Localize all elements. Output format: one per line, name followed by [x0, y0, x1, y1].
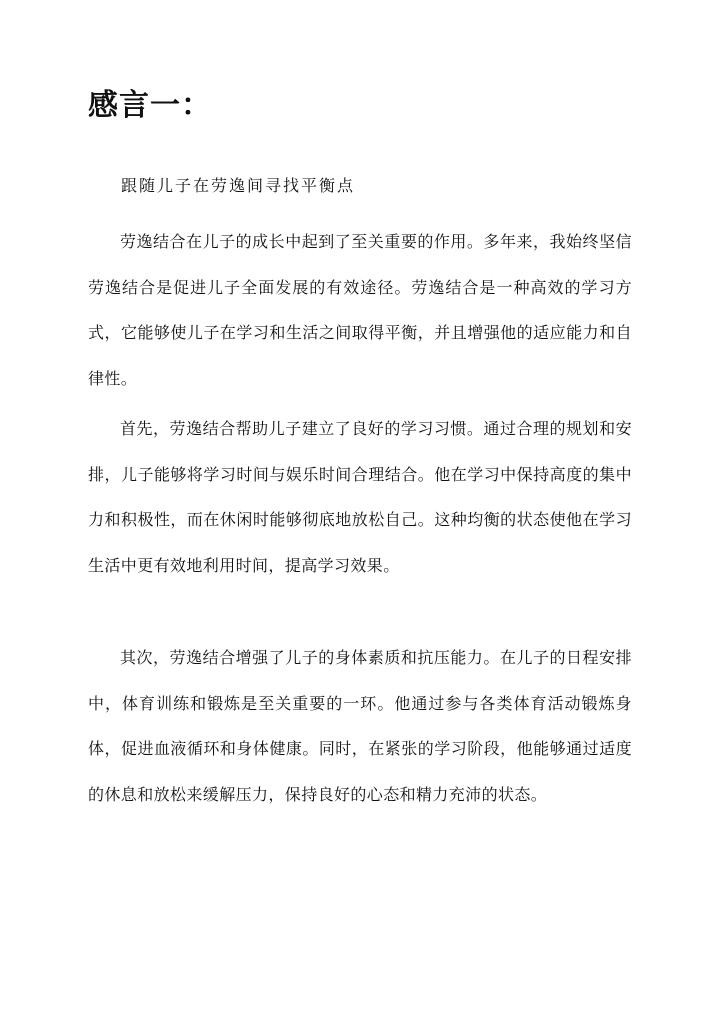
paragraph-text: 劳逸结合在儿子的成长中起到了至关重要的作用。多年来，我始终坚信劳逸结合是促进儿子全面发展的有效途径。劳逸结合是一种高效的学习方式，它能够使儿子在学习和生活之间取得平衡，并且增强他的适应能力和自律性。 [88, 232, 632, 388]
paragraph-1 [88, 219, 632, 401]
article-subtitle: 跟随儿子在劳逸间寻找平衡点 [121, 176, 356, 195]
paragraph-3 [88, 635, 632, 817]
paragraph-text: 首先，劳逸结合帮助儿子建立了良好的学习习惯。通过合理的规划和安排，儿子能够将学习时间与娱乐时间合理结合。他在学习中保持高度的集中力和积极性，而在休闲时能够彻底地放松自己。这种均衡的状态使他在学习生活中更有效地利用时间，提高学习效果。 [88, 419, 632, 575]
paragraph-2 [88, 406, 632, 588]
page-heading: 感言一： [88, 88, 212, 123]
paragraph-text: 其次，劳逸结合增强了儿子的身体素质和抗压能力。在儿子的日程安排中，体育训练和锻炼是至关重要的一环。他通过参与各类体育活动锻炼身体，促进血液循环和身体健康。同时，在紧张的学习阶段，他能够通过适度的休息和放松来缓解压力，保持良好的心态和精力充沛的状态。 [88, 648, 632, 804]
